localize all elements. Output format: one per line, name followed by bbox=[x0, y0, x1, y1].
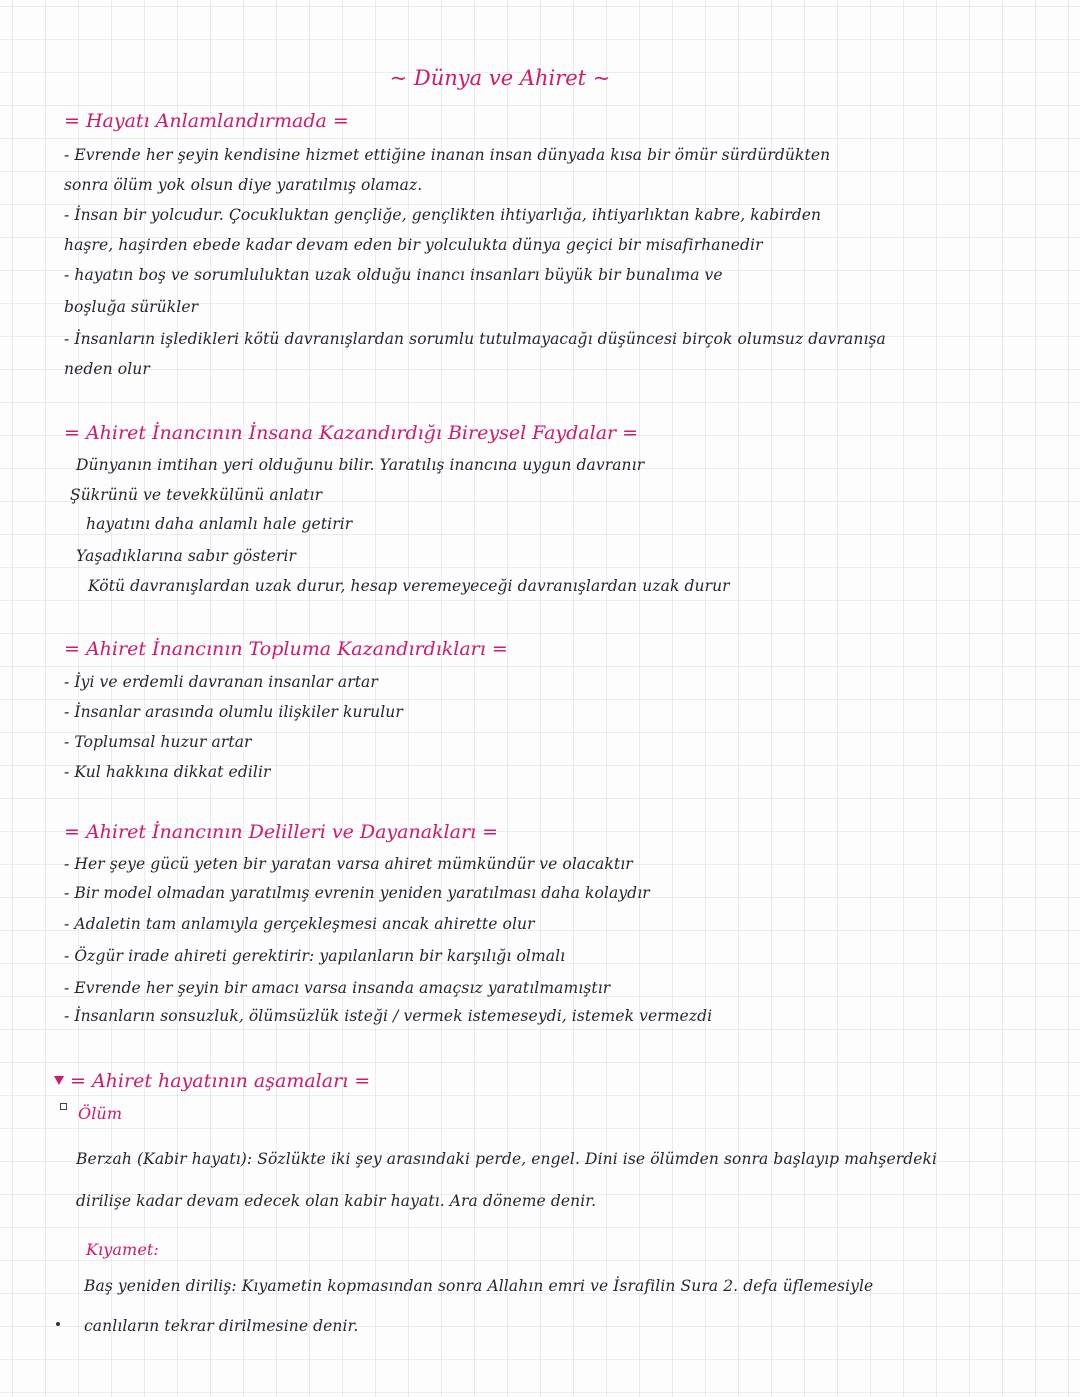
text-line: - hayatın boş ve sorumluluktan uzak olduğu inancı insanları büyük bir bunalıma ve bbox=[64, 266, 723, 284]
heading-hayati-anlamlandirmada: = Hayatı Anlamlandırmada = bbox=[64, 110, 349, 132]
checkbox-mark-icon bbox=[60, 1103, 67, 1110]
heading-topluma-kazandirdiklari: = Ahiret İnancının Topluma Kazandırdıkları = bbox=[64, 638, 508, 660]
text-line: - İnsanlar arasında olumlu ilişkiler kurulur bbox=[64, 703, 403, 721]
text-line: neden olur bbox=[64, 360, 150, 378]
text-line: boşluğa sürükler bbox=[64, 298, 199, 316]
text-line: - Bir model olmadan yaratılmış evrenin yeniden yaratılması daha kolaydır bbox=[64, 884, 650, 902]
heading-bireysel-faydalar: = Ahiret İnancının İnsana Kazandırdığı Bireysel Faydalar = bbox=[64, 422, 639, 444]
text-line: Yaşadıklarına sabır gösterir bbox=[76, 547, 297, 565]
text-line: haşre, haşirden ebede kadar devam eden bir yolculukta dünya geçici bir misafirhanedir bbox=[64, 236, 763, 254]
text-line: dirilişe kadar devam edecek olan kabir hayatı. Ara döneme denir. bbox=[76, 1192, 597, 1210]
bullet-dot-icon bbox=[56, 1322, 60, 1326]
text-line: Kötü davranışlardan uzak durur, hesap veremeyeceği davranışlardan uzak durur bbox=[88, 577, 730, 595]
text-line: - Her şeye gücü yeten bir yaratan varsa ahiret mümkündür ve olacaktır bbox=[64, 855, 633, 873]
text-line: - İyi ve erdemli davranan insanlar artar bbox=[64, 673, 378, 691]
text-line: - Kul hakkına dikkat edilir bbox=[64, 763, 271, 781]
text-line: - İnsanların sonsuzluk, ölümsüzlük isteği / vermek istemeseydi, istemek vermezdi bbox=[64, 1007, 713, 1025]
text-line: - İnsan bir yolcudur. Çocukluktan gençliğe, gençlikten ihtiyarlığa, ihtiyarlıktan kabre, kabirden bbox=[64, 206, 822, 224]
heart-marker-icon bbox=[54, 1076, 64, 1085]
text-line: Baş yeniden diriliş: Kıyametin kopmasından sonra Allahın emri ve İsrafilin Sura 2. defa üflemesiyle bbox=[84, 1277, 874, 1295]
text-line: Berzah (Kabir hayatı): Sözlükte iki şey arasındaki perde, engel. Dini ise ölümden sonra başlayıp mahşerdeki bbox=[76, 1150, 938, 1168]
subheading-olum: Ölüm bbox=[78, 1104, 123, 1123]
text-line: - Toplumsal huzur artar bbox=[64, 733, 252, 751]
text-line: - Evrende her şeyin kendisine hizmet ettiğine inanan insan dünyada kısa bir ömür sürdürdükten bbox=[64, 146, 831, 164]
text-line: - Evrende her şeyin bir amacı varsa insanda amaçsız yaratılmamıştır bbox=[64, 979, 611, 997]
text-line: - Özgür irade ahireti gerektirir: yapılanların bir karşılığı olmalı bbox=[64, 947, 566, 965]
text-line: - İnsanların işledikleri kötü davranışlardan sorumlu tutulmayacağı düşüncesi birçok olumsuz davranışa bbox=[64, 330, 886, 348]
heading-ahiret-asamalari: = Ahiret hayatının aşamaları = bbox=[70, 1070, 371, 1092]
heading-delilleri-ve-dayanaklari: = Ahiret İnancının Delilleri ve Dayanakları = bbox=[64, 821, 499, 843]
text-line: Dünyanın imtihan yeri olduğunu bilir. Yaratılış inancına uygun davranır bbox=[76, 456, 645, 474]
text-line: - Adaletin tam anlamıyla gerçekleşmesi ancak ahirette olur bbox=[64, 915, 535, 933]
text-line: sonra ölüm yok olsun diye yaratılmış olamaz. bbox=[64, 176, 423, 194]
page-title: ~ Dünya ve Ahiret ~ bbox=[389, 66, 611, 90]
subheading-kiyamet: Kıyamet: bbox=[86, 1240, 159, 1259]
text-line: Şükrünü ve tevekkülünü anlatır bbox=[70, 486, 323, 504]
text-line: hayatını daha anlamlı hale getirir bbox=[86, 515, 353, 533]
text-line: canlıların tekrar dirilmesine denir. bbox=[84, 1317, 359, 1335]
